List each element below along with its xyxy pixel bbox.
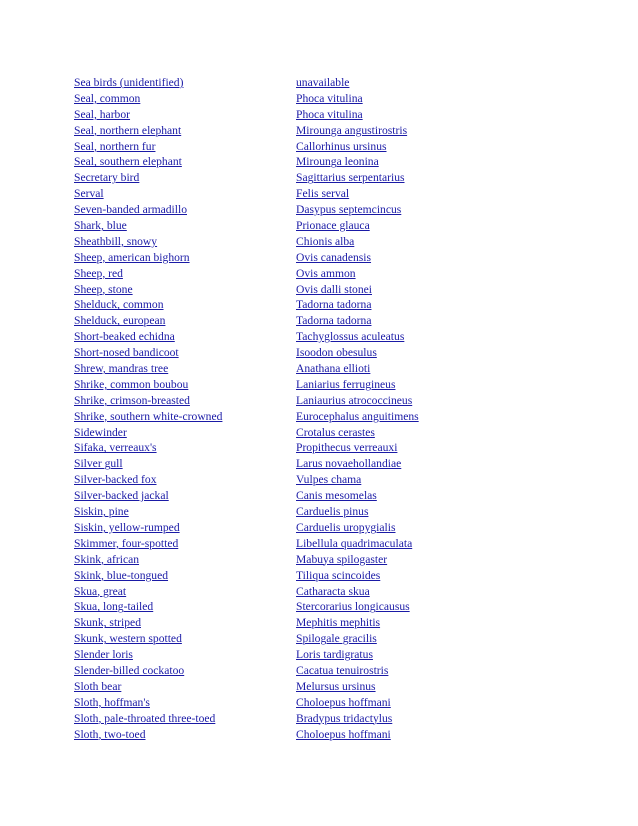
list-item xyxy=(74,282,594,298)
common-name-link[interactable]: Skua, great xyxy=(74,584,127,598)
list-item xyxy=(74,345,594,361)
scientific-name-cell xyxy=(296,520,396,536)
common-name-cell xyxy=(74,504,296,520)
scientific-name-link[interactable]: Stercorarius longicausus xyxy=(296,600,410,614)
common-name-cell xyxy=(74,488,296,504)
common-name-link[interactable]: Sheep, red xyxy=(74,266,123,280)
common-name-link[interactable]: Shelduck, european xyxy=(74,314,166,328)
common-name-link[interactable]: Siskin, pine xyxy=(74,505,129,519)
list-item xyxy=(74,599,594,615)
scientific-name-cell xyxy=(296,377,395,393)
scientific-name-cell xyxy=(296,615,380,631)
common-name-cell xyxy=(74,425,296,441)
common-name-link[interactable]: Shelduck, common xyxy=(74,298,164,312)
common-name-link[interactable]: Sheathbill, snowy xyxy=(74,234,158,248)
scientific-name-link[interactable]: Carduelis pinus xyxy=(296,505,369,519)
common-name-cell xyxy=(74,250,296,266)
scientific-name-link[interactable]: Eurocephalus anguitimens xyxy=(296,409,419,423)
common-name-link[interactable]: Skink, blue-tongued xyxy=(74,568,169,582)
common-name-cell xyxy=(74,329,296,345)
list-item xyxy=(74,154,594,170)
common-name-cell xyxy=(74,75,296,91)
common-name-cell xyxy=(74,345,296,361)
scientific-name-link[interactable]: Laniaurius atrococcineus xyxy=(296,393,413,407)
scientific-name-cell xyxy=(296,282,372,298)
common-name-link[interactable]: Seal, common xyxy=(74,91,141,105)
common-name-link[interactable]: Sidewinder xyxy=(74,425,127,439)
common-name-cell xyxy=(74,266,296,282)
scientific-name-cell xyxy=(296,297,371,313)
common-name-cell xyxy=(74,663,296,679)
scientific-name-cell xyxy=(296,329,404,345)
common-name-cell xyxy=(74,361,296,377)
scientific-name-link[interactable]: Callorhinus ursinus xyxy=(296,139,387,153)
list-item xyxy=(74,456,594,472)
common-name-cell xyxy=(74,584,296,600)
common-name-cell xyxy=(74,520,296,536)
common-name-cell xyxy=(74,186,296,202)
list-item xyxy=(74,488,594,504)
common-name-link[interactable]: Silver-backed fox xyxy=(74,473,157,487)
common-name-cell xyxy=(74,599,296,615)
list-item xyxy=(74,186,594,202)
scientific-name-cell xyxy=(296,75,349,91)
common-name-cell xyxy=(74,727,296,743)
list-item xyxy=(74,536,594,552)
scientific-name-cell xyxy=(296,488,377,504)
list-item xyxy=(74,170,594,186)
list-item xyxy=(74,266,594,282)
scientific-name-link[interactable]: unavailable xyxy=(296,76,350,89)
common-name-link[interactable]: Seven-banded armadillo xyxy=(74,203,187,217)
list-item xyxy=(74,202,594,218)
scientific-name-link[interactable]: Choloepus hoffmani xyxy=(296,695,391,709)
scientific-name-cell xyxy=(296,266,356,282)
scientific-name-link[interactable]: Laniarius ferrugineus xyxy=(296,377,396,391)
scientific-name-link[interactable]: Tadorna tadorna xyxy=(296,298,372,312)
common-name-link[interactable]: Shrike, common boubou xyxy=(74,377,189,391)
scientific-name-cell xyxy=(296,409,419,425)
common-name-link[interactable]: Secretary bird xyxy=(74,171,140,185)
common-name-link[interactable]: Slender-billed cockatoo xyxy=(74,663,185,677)
common-name-link[interactable]: Serval xyxy=(74,187,104,201)
scientific-name-cell xyxy=(296,107,363,123)
scientific-name-link[interactable]: Chionis alba xyxy=(296,234,355,248)
scientific-name-cell xyxy=(296,599,410,615)
common-name-cell xyxy=(74,615,296,631)
common-name-link[interactable]: Sea birds (unidentified) xyxy=(74,76,184,89)
common-name-cell xyxy=(74,234,296,250)
list-item xyxy=(74,679,594,695)
list-item xyxy=(74,218,594,234)
scientific-name-cell xyxy=(296,393,412,409)
common-name-link[interactable]: Seal, harbor xyxy=(74,107,131,121)
scientific-name-link[interactable]: Ovis canadensis xyxy=(296,250,372,264)
scientific-name-link[interactable]: Propithecus verreauxi xyxy=(296,441,398,455)
scientific-name-link[interactable]: Mirounga leonina xyxy=(296,155,379,169)
scientific-name-link[interactable]: Vulpes chama xyxy=(296,473,362,487)
scientific-name-link[interactable]: Tiliqua scincoides xyxy=(296,568,381,582)
scientific-name-cell xyxy=(296,345,377,361)
list-item xyxy=(74,695,594,711)
scientific-name-cell xyxy=(296,361,370,377)
scientific-name-cell xyxy=(296,139,387,155)
common-name-link[interactable]: Sheep, stone xyxy=(74,282,133,296)
list-item xyxy=(74,584,594,600)
scientific-name-cell xyxy=(296,695,391,711)
scientific-name-link[interactable]: Libellula quadrimaculata xyxy=(296,536,413,550)
scientific-name-cell xyxy=(296,584,370,600)
common-name-cell xyxy=(74,552,296,568)
common-name-cell xyxy=(74,393,296,409)
common-name-cell xyxy=(74,123,296,139)
common-name-link[interactable]: Skink, african xyxy=(74,552,140,566)
common-name-cell xyxy=(74,107,296,123)
list-item xyxy=(74,313,594,329)
scientific-name-link[interactable]: Dasypus septemcincus xyxy=(296,203,402,217)
scientific-name-link[interactable]: Larus novaehollandiae xyxy=(296,457,402,471)
scientific-name-link[interactable]: Canis mesomelas xyxy=(296,489,377,503)
scientific-name-cell xyxy=(296,186,349,202)
list-item xyxy=(74,297,594,313)
common-name-cell xyxy=(74,409,296,425)
scientific-name-link[interactable]: Ovis ammon xyxy=(296,266,356,280)
list-item xyxy=(74,663,594,679)
scientific-name-cell xyxy=(296,170,405,186)
common-name-link[interactable]: Shrike, crimson-breasted xyxy=(74,393,190,407)
scientific-name-link[interactable]: Choloepus hoffmani xyxy=(296,727,391,741)
common-name-cell xyxy=(74,377,296,393)
common-name-link[interactable]: Seal, southern elephant xyxy=(74,155,182,169)
common-name-cell xyxy=(74,679,296,695)
list-item xyxy=(74,631,594,647)
common-name-cell xyxy=(74,154,296,170)
scientific-name-link[interactable]: Melursus ursinus xyxy=(296,679,376,693)
scientific-name-link[interactable]: Ovis dalli stonei xyxy=(296,282,372,296)
scientific-name-cell xyxy=(296,536,412,552)
common-name-cell xyxy=(74,139,296,155)
scientific-name-cell xyxy=(296,711,392,727)
list-item xyxy=(74,520,594,536)
scientific-name-cell xyxy=(296,663,388,679)
common-name-link[interactable]: Shrike, southern white-crowned xyxy=(74,409,223,423)
common-name-link[interactable]: Seal, northern elephant xyxy=(74,123,182,137)
common-name-link[interactable]: Slender loris xyxy=(74,648,133,662)
common-name-link[interactable]: Sloth, hoffman's xyxy=(74,695,150,709)
common-name-link[interactable]: Skunk, western spotted xyxy=(74,632,182,646)
scientific-name-link[interactable]: Anathana ellioti xyxy=(296,362,371,376)
scientific-name-link[interactable]: Loris tardigratus xyxy=(296,648,373,662)
common-name-cell xyxy=(74,282,296,298)
list-item xyxy=(74,615,594,631)
common-name-link[interactable]: Shark, blue xyxy=(74,219,127,233)
list-item xyxy=(74,440,594,456)
scientific-name-link[interactable]: Prionace glauca xyxy=(296,219,370,233)
scientific-name-cell xyxy=(296,440,397,456)
list-item xyxy=(74,234,594,250)
scientific-name-link[interactable]: Tachyglossus aculeatus xyxy=(296,330,405,344)
scientific-name-link[interactable]: Spilogale gracilis xyxy=(296,632,377,646)
common-name-cell xyxy=(74,91,296,107)
common-name-cell xyxy=(74,711,296,727)
list-item xyxy=(74,123,594,139)
common-name-link[interactable]: Shrew, mandras tree xyxy=(74,362,169,376)
scientific-name-cell xyxy=(296,631,377,647)
scientific-name-cell xyxy=(296,679,376,695)
scientific-name-cell xyxy=(296,154,379,170)
scientific-name-cell xyxy=(296,568,380,584)
list-item xyxy=(74,568,594,584)
scientific-name-link[interactable]: Bradypus tridactylus xyxy=(296,711,393,725)
list-item xyxy=(74,361,594,377)
common-name-link[interactable]: Sifaka, verreaux's xyxy=(74,441,157,455)
common-name-link[interactable]: Sloth bear xyxy=(74,679,122,693)
list-item xyxy=(74,91,594,107)
scientific-name-link[interactable]: Mabuya spilogaster xyxy=(296,552,388,566)
common-name-cell xyxy=(74,695,296,711)
common-name-cell xyxy=(74,456,296,472)
scientific-name-cell xyxy=(296,91,363,107)
list-item xyxy=(74,377,594,393)
scientific-name-cell xyxy=(296,123,407,139)
common-name-cell xyxy=(74,472,296,488)
common-name-link[interactable]: Seal, northern fur xyxy=(74,139,156,153)
scientific-name-cell xyxy=(296,425,375,441)
scientific-name-link[interactable]: Catharacta skua xyxy=(296,584,370,598)
scientific-name-cell xyxy=(296,313,371,329)
list-item xyxy=(74,75,594,91)
common-name-link[interactable]: Siskin, yellow-rumped xyxy=(74,520,180,534)
list-item xyxy=(74,250,594,266)
scientific-name-link[interactable]: Mirounga angustirostris xyxy=(296,123,408,137)
common-name-cell xyxy=(74,202,296,218)
scientific-name-cell xyxy=(296,647,373,663)
scientific-name-cell xyxy=(296,202,401,218)
common-name-cell xyxy=(74,170,296,186)
list-item xyxy=(74,139,594,155)
scientific-name-link[interactable]: Cacatua tenuirostris xyxy=(296,663,389,677)
scientific-name-cell xyxy=(296,727,391,743)
scientific-name-link[interactable]: Crotalus cerastes xyxy=(296,425,375,439)
common-name-link[interactable]: Sloth, two-toed xyxy=(74,727,146,741)
common-name-cell xyxy=(74,536,296,552)
scientific-name-cell xyxy=(296,472,361,488)
common-name-link[interactable]: Short-beaked echidna xyxy=(74,330,175,344)
scientific-name-cell xyxy=(296,218,370,234)
scientific-name-link[interactable]: Mephitis mephitis xyxy=(296,616,381,630)
common-name-cell xyxy=(74,313,296,329)
list-item xyxy=(74,425,594,441)
common-name-cell xyxy=(74,631,296,647)
list-item xyxy=(74,472,594,488)
scientific-name-link[interactable]: Isoodon obesulus xyxy=(296,346,377,360)
common-name-link[interactable]: Skunk, striped xyxy=(74,616,141,630)
common-name-link[interactable]: Sheep, american bighorn xyxy=(74,250,190,264)
common-name-cell xyxy=(74,568,296,584)
scientific-name-link[interactable]: Phoca vitulina xyxy=(296,91,363,105)
list-item xyxy=(74,647,594,663)
scientific-name-link[interactable]: Tadorna tadorna xyxy=(296,314,372,328)
scientific-name-link[interactable]: Sagittarius serpentarius xyxy=(296,171,405,185)
list-item xyxy=(74,727,594,743)
scientific-name-cell xyxy=(296,250,371,266)
list-item xyxy=(74,409,594,425)
common-name-link[interactable]: Sloth, pale-throated three-toed xyxy=(74,711,216,725)
scientific-name-cell xyxy=(296,504,368,520)
common-name-link[interactable]: Skimmer, four-spotted xyxy=(74,536,179,550)
common-name-link[interactable]: Silver gull xyxy=(74,457,123,471)
scientific-name-link[interactable]: Carduelis uropygialis xyxy=(296,520,396,534)
list-item xyxy=(74,504,594,520)
common-name-link[interactable]: Silver-backed jackal xyxy=(74,489,169,503)
common-name-cell xyxy=(74,218,296,234)
common-name-link[interactable]: Short-nosed bandicoot xyxy=(74,346,179,360)
scientific-name-cell xyxy=(296,234,354,250)
scientific-name-link[interactable]: Felis serval xyxy=(296,187,350,201)
list-item xyxy=(74,552,594,568)
list-item xyxy=(74,393,594,409)
common-name-cell xyxy=(74,647,296,663)
list-item xyxy=(74,107,594,123)
common-name-cell xyxy=(74,440,296,456)
scientific-name-cell xyxy=(296,552,387,568)
common-name-link[interactable]: Skua, long-tailed xyxy=(74,600,154,614)
list-item xyxy=(74,711,594,727)
list-item xyxy=(74,329,594,345)
scientific-name-link[interactable]: Phoca vitulina xyxy=(296,107,363,121)
species-list xyxy=(74,75,594,742)
scientific-name-cell xyxy=(296,456,401,472)
common-name-cell xyxy=(74,297,296,313)
